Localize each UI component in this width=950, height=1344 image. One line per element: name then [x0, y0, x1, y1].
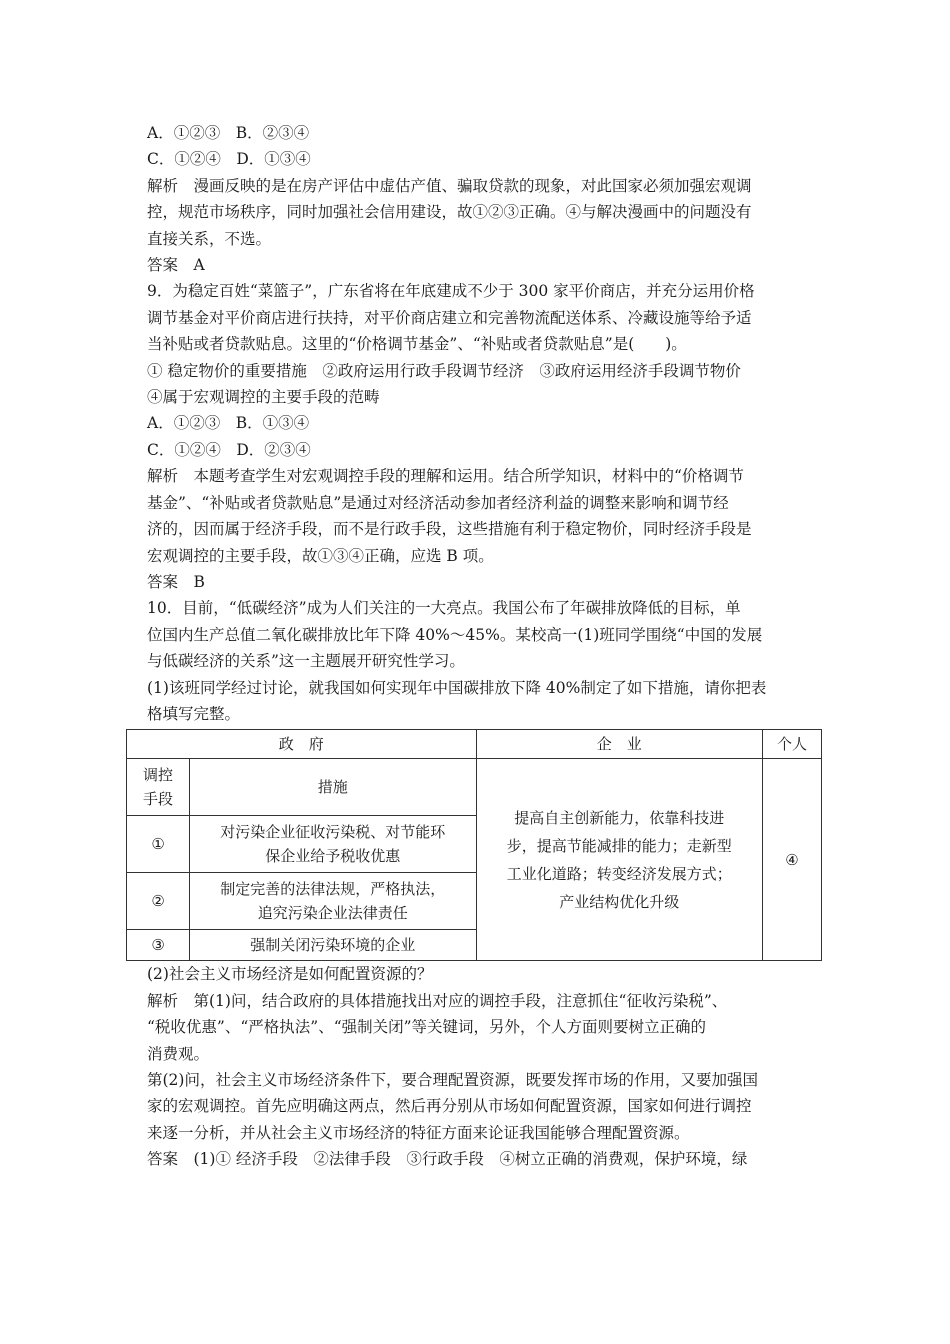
text-line: 10．目前，“低碳经济”成为人们关注的一大亮点。我国公布了年碳排放降低的目标，单 [147, 599, 741, 618]
individual-cell: ④ [763, 759, 822, 961]
row-number: ① [127, 816, 190, 873]
text-line: 宏观调控的主要手段，故①③④正确，应选 B 项。 [147, 546, 494, 565]
text-line: 控，规范市场秩序，同时加强社会信用建设，故①②③正确。④与解决漫画中的问题没有 [147, 203, 752, 222]
text-line: 直接关系，不选。 [147, 229, 272, 248]
text-line: 答案 A [147, 256, 205, 275]
text-line: 家的宏观调控。首先应明确这两点，然后再分别从市场如何配置资源，国家如何进行调控 [147, 1097, 752, 1116]
enterprise-cell: 提高自主创新能力，依靠科技进 步，提高节能减排的能力；走新型 工业化道路；转变经济发展方式； 产业结构优化升级 [476, 759, 762, 961]
text-line: (2)社会主义市场经济是如何配置资源的？ [147, 965, 433, 984]
text-line: 9．为稳定百姓“菜篮子”，广东省将在年底建成不少于 300 家平价商店，并充分运用价格 [147, 282, 755, 301]
text-line: 济的，因而属于经济手段，而不是行政手段，这些措施有利于稳定物价，同时经济手段是 [147, 520, 752, 539]
text-line: 调节基金对平价商店进行扶持，对平价商店建立和完善物流配送体系、冷藏设施等给予适 [147, 308, 752, 327]
text-line: 格填写完整。 [147, 704, 241, 723]
text-line: ④属于宏观调控的主要手段的范畴 [147, 388, 380, 407]
header-government: 政 府 [127, 730, 477, 759]
row-measure: 制定完善的法律法规，严格执法， 追究污染企业法律责任 [190, 873, 476, 930]
text-line: ① 稳定物价的重要措施 ②政府运用行政手段调节经济 ③政府运用经济手段调节物价 [147, 361, 741, 380]
text-line: 基金”、“补贴或者贷款贴息”是通过对经济活动参加者经济利益的调整来影响和调节经 [147, 493, 729, 512]
text-line: 解析 本题考查学生对宏观调控手段的理解和运用。结合所学知识，材料中的“价格调节 [147, 467, 744, 486]
text-line: 解析 第(1)问，结合政府的具体措施找出对应的调控手段，注意抓住“征收污染税”、 [147, 991, 728, 1010]
top-text-block [147, 120, 823, 727]
text-line: 答案 (1)① 经济手段 ②法律手段 ③行政手段 ④树立正确的消费观，保护环境，绿 [147, 1150, 748, 1169]
document-page [143, 120, 823, 1173]
text-line: 解析 漫画反映的是在房产评估中虚估产值、骗取贷款的现象，对此国家必须加强宏观调 [147, 176, 752, 195]
text-line: C．①②④ D．②③④ [147, 440, 311, 459]
text-line: (1)该班同学经过讨论，就我国如何实现年中国碳排放下降 40%制定了如下措施，请你把表 [147, 678, 767, 697]
text-line: 位国内生产总值二氧化碳排放比年下降 40%～45%。某校高一(1)班同学围绕“中国的发展 [147, 625, 763, 644]
col-measure-label: 措施 [190, 759, 476, 816]
text-line: 来逐一分析，并从社会主义市场经济的特征方面来论证我国能够合理配置资源。 [147, 1123, 690, 1142]
text-line: 当补贴或者贷款贴息。这里的“价格调节基金”、“补贴或者贷款贴息”是( )。 [147, 335, 687, 354]
header-enterprise: 企 业 [476, 730, 762, 759]
row-number: ③ [127, 930, 190, 961]
measures-table [126, 729, 822, 961]
text-line: 消费观。 [147, 1044, 210, 1063]
text-line: 答案 B [147, 572, 205, 591]
text-line: 第(2)问，社会主义市场经济条件下，要合理配置资源，既要发挥市场的作用，又要加强国 [147, 1070, 758, 1089]
text-line: A．①②③ B．①③④ [147, 414, 310, 433]
text-line: “税收优惠”、“严格执法”、“强制关闭”等关键词，另外，个人方面则要树立正确的 [147, 1018, 707, 1037]
row-measure: 对污染企业征收污染税、对节能环 保企业给予税收优惠 [190, 816, 476, 873]
header-individual: 个人 [763, 730, 822, 759]
text-line: A．①②③ B．②③④ [147, 124, 310, 142]
col-means-label: 调控 手段 [127, 759, 190, 816]
bottom-text-block [147, 961, 823, 1172]
text-line: C．①②④ D．①③④ [147, 150, 311, 169]
text-line: 与低碳经济的关系”这一主题展开研究性学习。 [147, 652, 465, 671]
row-measure: 强制关闭污染环境的企业 [190, 930, 476, 961]
row-number: ② [127, 873, 190, 930]
